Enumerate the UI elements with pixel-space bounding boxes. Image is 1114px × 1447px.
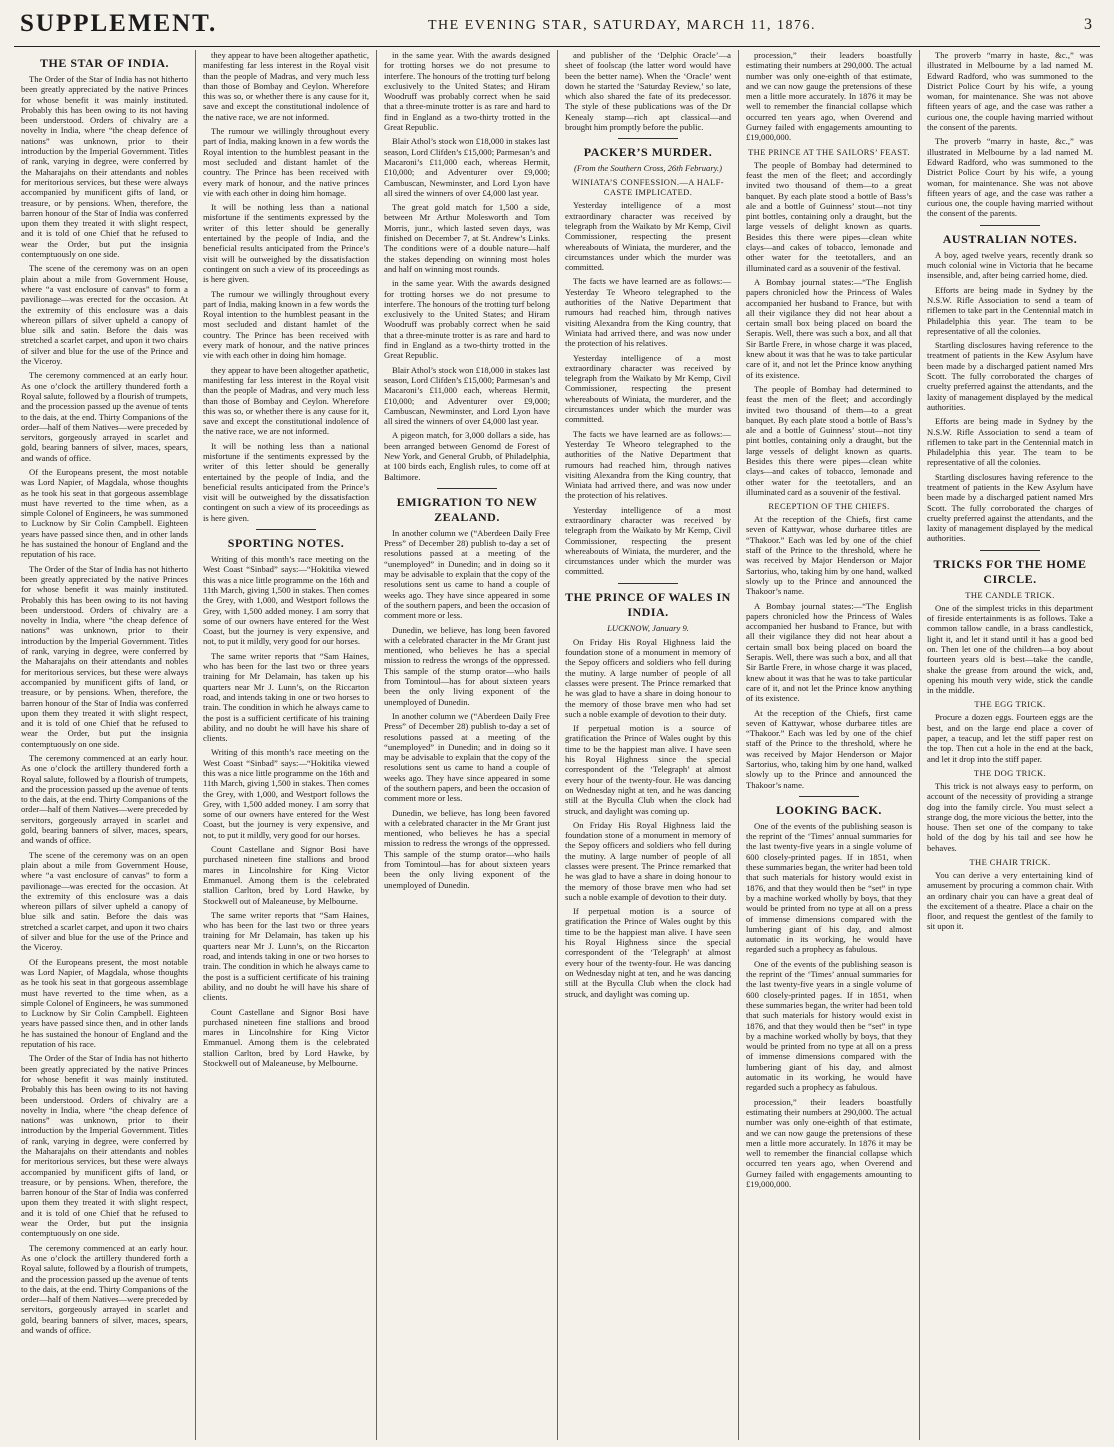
section-divider — [618, 583, 678, 584]
paragraph: The Order of the Star of India has not hitherto been greatly appreciated by the native Princes for whose benefit it was mainly instituted. Probably this has been owing to its not having been understood. Orders of chivalry are a novelty in India, where “the cheap defence of nations” was unknown, prior to their introduction by the Imperial Government. Titles of rank, varying in degree, were conferred by the Maharajahs on their attendants and nobles for meritorious services, but these were always accompanied by munificent gifts of land, or treasure, or by pensions. When, therefore, the barren honour of the Star of India was conferred upon them they treated it with slight respect, and it is told of one Chief that he refused to wear the Order, but put the insignia contemptuously on one side. — [21, 563, 188, 749]
paragraph: The ceremony commenced at an early hour. As one o’clock the artillery thundered forth a Royal salute, followed by a flourish of trumpets, and the procession passed up the avenue of tents to the dais, at the end. Thirty Companions of the order—half of them Natives—were preceded by servitors, gorgeously arrayed in scarlet and gold, bearing banners of silver, maces, spears, and wands of office. — [21, 753, 188, 846]
paragraph: The proverb “marry in haste, &c.,” was illustrated in Melbourne by a lad named M. Edward Radford, who was summoned to the District Police Court by his wife, a young woman, for maintenance. She was not above fifteen years of age, and the case was rather a curious one, the couple having married without the consent of the parents. — [927, 50, 1093, 133]
masthead — [14, 6, 1100, 47]
paragraph: The people of Bombay had determined to feast the men of the fleet; and accordingly invited two thousand of them—to a great banquet. By each plate stood a bottle of Bass’s ale and a bottle of Guinness’ stout—not tiny pint bottles, containing only a draught, but the large vessels of delight known as quarts. Besides this there were pipes—clean white clays—and cakes of tobacco, lemonade and other water for the teetotallers, and an illuminated card as a souvenir of the festival. — [746, 383, 912, 497]
paragraph: The Order of the Star of India has not hitherto been greatly appreciated by the native Princes for whose benefit it was mainly instituted. Probably this has been owing to its not having been understood. Orders of chivalry are a novelty in India, where “the cheap defence of nations” was unknown, prior to their introduction by the Imperial Government. Titles of rank, varying in degree, were conferred by the Maharajahs on their attendants and nobles for meritorious services, but these were always accompanied by munificent gifts of land, or treasure, or by pensions. When, therefore, the barren honour of the Star of India was conferred upon them they treated it with slight respect, and it is told of one Chief that he refused to wear the Order, but put the insignia contemptuously on one side. — [21, 74, 188, 260]
article-title-prince-of-wales: THE PRINCE OF WALES IN INDIA. — [565, 589, 731, 619]
paragraph: Dunedin, we believe, has long been favored with a celebrated character in the Mr Grant just mentioned, who believes he has a special mission to redress the wrongs of the oppressed. This sample of the stump orator—who hails from Tomintoul—has for about sixteen years been the only living exponent of the unemployed of Dunedin. — [384, 624, 550, 707]
paragraph: Blair Athol’s stock won £18,000 in stakes last season, Lord Clifden’s £15,000; Parmesan’s and Macaroni’s £11,000 each, whereas Hermit, £10,000; and Adventurer over £9,000; Cambuscan, Newminster, and Lord Lyon have all sired the winners of over £4,000 last year. — [384, 364, 550, 427]
article-title-star-of-india: THE STAR OF INDIA. — [39, 56, 170, 70]
paragraph: Count Castellane and Signor Bosi have purchased nineteen fine stallions and brood mares in Lincolnshire for King Victor Emmanuel. Among them is the celebrated stallion Carlton, bred by Lord Hawke, by Stockwell out of Maleaneuse, by Melbourne. — [203, 844, 369, 906]
paragraph: A boy, aged twelve years, recently drank so much colonial wine in Victoria that he became insensible, and, after being carried home, died. — [927, 249, 1093, 281]
article-title-tricks: TRICKS FOR THE HOME CIRCLE. — [933, 556, 1087, 586]
paragraph: The same writer reports that “Sam Haines, who has been for the last two or three years training for Mr Delamain, has taken up his quarters near Mr J. Lunn’s, on the Riccarton road, and intends taking in one or two horses to train. The condition in which he always came to the post is a sufficient certificate of his training ability, and no doubt he will have his share of clients. — [203, 909, 369, 1003]
paragraph: Writing of this month’s race meeting on the West Coast “Sinbad” says:—“Hokitika viewed this was a nice little programme on the 16th and 11th March, giving 1,500 in stakes. Then comes the Grey, with 1,000, and Westport follows the Grey, with 1,500 added money. I am sorry that some of our owners have entered for the West Coast, but the journey is very expensive, and not, to put it mildly, very good for our horses. — [203, 747, 369, 840]
paragraph: It will be nothing less than a national misfortune if the sentiments expressed by the writer of this letter should be generally entertained by the people of India, and the beneficial results anticipated from the Prince’s visit will be outweighed by the dissatisfaction contingent on such a view of its proceedings as is here given. — [203, 202, 369, 285]
paragraph: One of the simplest tricks in this department of fireside entertainments is as follows. Take a common tallow candle, in a brass candlestick, light it, and let it stand until it has a good bed on. Then let one of the children—a boy about fourteen years old is best—take the candle, shake the grease from around the wick, and, opening his mouth very wide, stick the candle in the middle. — [927, 602, 1093, 696]
paragraph: It will be nothing less than a national misfortune if the sentiments expressed by the writer of this letter should be generally entertained by the people of India, and the beneficial results anticipated from the Prince’s visit will be outweighed by the dissatisfaction contingent on such a view of its proceedings as is here given. — [203, 440, 369, 523]
paragraph: Writing of this month’s race meeting on the West Coast “Sinbad” says:—“Hokitika viewed this was a nice little programme on the 16th and 11th March, giving 1,500 in stakes. Then comes the Grey, with 1,000, and Westport follows the Grey, with 1,500 added money. I am sorry that some of our owners have entered for the West Coast, but the journey is very expensive, and not, to put it mildly, very good for our horses. — [203, 554, 369, 647]
paragraph: The proverb “marry in haste, &c.,” was illustrated in Melbourne by a lad named M. Edward Radford, who was summoned to the District Police Court by his wife, a young woman, for maintenance. She was not above fifteen years of age, and the case was rather a curious one, the couple having married without the consent of the parents. — [927, 136, 1093, 219]
article-source: (From the Southern Cross, 26th February.) — [573, 163, 723, 174]
paragraph: On Friday His Royal Highness laid the foundation stone of a monument in memory of the Sepoy officers and soldiers who fell during the mutiny. A large number of people of all classes were present. The Prince remarked that he was glad to have a share in doing honour to the memory of those brave men who had set such a noble example of devotion to their duty. — [565, 819, 731, 902]
paragraph: At the reception of the Chiefs, first came seven of Kattywar, whose durbaree titles are “Thakoor.” Each was led by one of the chief staff of the Prince to the threshold, where he was received by Major Henderson or Major Sartorius, who, taking him by one hand, walked slowly up to the Prince and announced the Thakoor’s name. — [746, 514, 912, 597]
paragraph: Efforts are being made in Sydney by the N.S.W. Rifle Association to send a team of riflemen to take part in the Centennial match in Philadelphia this year. The team to be representative of all the colonies. — [927, 284, 1093, 336]
article-subhead: THE DOG TRICK. — [973, 767, 1047, 778]
page-number: 3 — [1084, 16, 1092, 33]
paragraph: A Bombay journal states:—“The English papers chronicled how the Princess of Wales accompanied her husband to France, but with all their vigilance they did not hear about a certain small box being placed on board the Serapis. Well, there was such a box, and all that Sir Bartle Frere, in whose charge it was placed, knew about it was that he was to take particular care of it, and not let the Prince know anything of its existence. — [746, 276, 912, 380]
column-3 — [376, 50, 557, 1440]
article-title-looking-back: LOOKING BACK. — [776, 802, 882, 817]
paragraph: In another column we (“Aberdeen Daily Free Press” of December 28) publish to-day a set of resolutions passed at a meeting of the “unemployed” in Dunedin; and in doing so it may be advisable to explain that the copy of the resolutions sent us came to hand a couple of weeks ago. They have since appeared in some of the southern papers, and been the occasion of comment more or less. — [384, 710, 550, 804]
paragraph: The great gold match for 1,500 a side, between Mr Arthur Molesworth and Tom Morris, junr., which lasted seven days, was finished on December 7, at St. Andrew’s Links. The conditions were of a double nature—half the stakes depending on winning most holes and half on winning most rounds. — [384, 202, 550, 274]
section-divider — [437, 488, 497, 489]
paragraph: A Bombay journal states:—“The English papers chronicled how the Princess of Wales accompanied her husband to France, but with all their vigilance they did not hear about a certain small box being placed on board the Serapis. Well, there was such a box, and all that Sir Bartle Frere, in whose charge it was placed, knew about it was that he was to take particular care of it, and not let the Prince know anything of its existence. — [746, 600, 912, 704]
section-divider — [799, 796, 859, 797]
paragraph: Dunedin, we believe, has long been favored with a celebrated character in the Mr Grant just mentioned, who believes he has a special mission to redress the wrongs of the oppressed. This sample of the stump orator—who hails from Tomintoul—has for about sixteen years been the only living exponent of the unemployed of Dunedin. — [384, 807, 550, 890]
paragraph: You can derive a very entertaining kind of amusement by procuring a common chair. With an ordinary chair you can have a great deal of the excitement of a theatre. Place a chair on the floor, and request the gentlest of the family to sit upon it. — [927, 870, 1093, 932]
section-divider — [618, 138, 678, 139]
column-1 — [14, 50, 195, 1440]
column-6 — [919, 50, 1100, 1440]
section-divider — [256, 529, 316, 530]
paragraph: If perpetual motion is a source of gratification the Prince of Wales ought by this time to be the happiest man alive. I have seen his Royal Highness since the special correspondent of the ‘Telegraph’ at almost every hour of the twenty-four. He was dancing on Wednesday night at ten, and he was dancing still at the Byculla Club when the clock had struck, and daylight was coming up. — [565, 723, 731, 816]
column-5 — [738, 50, 919, 1440]
paragraph: If perpetual motion is a source of gratification the Prince of Wales ought by this time to be the happiest man alive. I have seen his Royal Highness since the special correspondent of the ‘Telegraph’ at almost every hour of the twenty-four. He was dancing on Wednesday night at ten, and he was dancing still at the Byculla Club when the clock had struck, and daylight was coming up. — [565, 906, 731, 999]
paragraph: The ceremony commenced at an early hour. As one o’clock the artillery thundered forth a Royal salute, followed by a flourish of trumpets, and the procession passed up the avenue of tents to the dais, at the end. Thirty Companions of the order—half of them Natives—were preceded by servitors, gorgeously arrayed in scarlet and gold, bearing banners of silver, maces, spears, and wands of office. — [21, 1242, 188, 1336]
article-subhead: THE PRINCE AT THE SAILORS’ FEAST. — [748, 146, 910, 157]
paragraph: Of the Europeans present, the most notable was Lord Napier, of Magdala, whose thoughts as he took his seat in that gorgeous assemblage must have reverted to the time when, as a simple Colonel of Engineers, he was summoned to Lucknow by Sir Colin Campbell. Eighteen years have passed since then, and in other lands he has sustained the honour of England and the reputation of his race. — [21, 466, 188, 560]
paragraph: they appear to have been altogether apathetic, manifesting far less interest in the Royal visit than the people of Madras, and very much less than those of Bombay and Ceylon. Wherefore this was so, or whether there is any cause for it, save and except the constitutional indolence of the native race, we are not informed. — [203, 50, 369, 122]
paragraph: The people of Bombay had determined to feast the men of the fleet; and accordingly invited two thousand of them—to a great banquet. By each plate stood a bottle of Bass’s ale and a bottle of Guinness’ stout—not tiny pint bottles, containing only a draught, but the large vessels of delight known as quarts. Besides this there were pipes—clean white clays—and cakes of tobacco, lemonade and other water for the teetotallers, and an illuminated card as a souvenir of the festival. — [746, 159, 912, 273]
paragraph: The facts we have learned are as follows:—Yesterday Te Wheoro telegraphed to the authorities of the Native Department that rumours had reached him, through natives visiting Alexandra from the King country, that Winiata had arrived there, and was now under the protection of his relatives. — [565, 428, 731, 501]
paragraph: Yesterday intelligence of a most extraordinary character was received by telegraph from the Waikato by Mr Kemp, Civil Commissioner, respecting the present whereabouts of Winiata, the murderer, and the circumstances under which the murder was committed. — [565, 200, 731, 273]
paragraph: Yesterday intelligence of a most extraordinary character was received by telegraph from the Waikato by Mr Kemp, Civil Commissioner, respecting the present whereabouts of Winiata, the murderer, and the circumstances under which the murder was committed. — [565, 352, 731, 425]
paragraph: Count Castellane and Signor Bosi have purchased nineteen fine stallions and brood mares in Lincolnshire for King Victor Emmanuel. Among them is the celebrated stallion Carlton, bred by Lord Hawke, by Stockwell out of Maleaneuse, by Melbourne. — [203, 1006, 369, 1069]
section-divider — [980, 550, 1040, 551]
paragraph: One of the events of the publishing season is the reprint of the ‘Times’ annual summaries for the last twenty-five years in a single volume of 600 closely-printed pages. If in 1851, when these summaries began, the writer had been told that such materials for history would exist in 1876, and that they would then be “set” in type by a machine worked wholly by boys, that they would be printed from no type at all on a press of immense dimensions compared with the lumbering giant of his day, and almost automatic in its working, he would have regarded such a prophecy as fabulous. — [746, 820, 912, 955]
paragraph: they appear to have been altogether apathetic, manifesting far less interest in the Royal visit than the people of Madras, and very much less than those of Bombay and Ceylon. Wherefore this was so, or whether there is any cause for it, save and except the constitutional indolence of the native race, we are not informed. — [203, 364, 369, 437]
section-divider — [980, 225, 1040, 226]
paragraph: The ceremony commenced at an early hour. As one o’clock the artillery thundered forth a Royal salute, followed by a flourish of trumpets, and the procession passed up the avenue of tents to the dais, at the end. Thirty Companions of the order—half of them Natives—were preceded by servitors, gorgeously arrayed in scarlet and gold, bearing banners of silver, maces, spears, and wands of office. — [21, 370, 188, 463]
article-dateline: LUCKNOW, January 9. — [607, 622, 689, 633]
paragraph: One of the events of the publishing season is the reprint of the ‘Times’ annual summaries for the last twenty-five years in a single volume of 600 closely-printed pages. If in 1851, when these summaries began, the writer had been told that such materials for history would exist in 1876, and that they would then be “set” in type by a machine worked wholly by boys, that they would be printed from no type at all on a press of immense dimensions compared with the lumbering giant of his day, and almost automatic in its working, he would have regarded such a prophecy as fabulous. — [746, 958, 912, 1093]
paragraph: Of the Europeans present, the most notable was Lord Napier, of Magdala, whose thoughts as he took his seat in that gorgeous assemblage must have reverted to the time when, as a simple Colonel of Engineers, he was summoned to Lucknow by Sir Colin Campbell. Eighteen years have passed since then, and in other lands he has sustained the honour of England and the reputation of his race. — [21, 956, 188, 1050]
article-title-packers-murder: PACKER’S MURDER. — [583, 145, 713, 160]
paragraph: in the same year. With the awards designed for trotting horses we do not presume to interfere. The honours of the trotting turf belong exclusively to the United States; and Hiram Woodruff was probably correct when he said that a three-minute trotter is as rare and hard to find in England as a two-thirty trotted in the Great Republic. — [384, 50, 550, 133]
paragraph: At the reception of the Chiefs, first came seven of Kattywar, whose durbaree titles are “Thakoor.” Each was led by one of the chief staff of the Prince to the threshold, where he was received by Major Henderson or Major Sartorius, who, taking him by one hand, walked slowly up to the Prince and announced the Thakoor’s name. — [746, 707, 912, 790]
article-subhead: THE CANDLE TRICK. — [965, 589, 1055, 600]
column-2 — [195, 50, 376, 1440]
supplement-label: SUPPLEMENT. — [20, 10, 218, 37]
article-title-emigration: EMIGRATION TO NEW ZEALAND. — [396, 494, 538, 524]
newspaper-columns — [14, 50, 1100, 1440]
paragraph: Yesterday intelligence of a most extraordinary character was received by telegraph from the Waikato by Mr Kemp, Civil Commissioner, respecting the present whereabouts of Winiata, the murderer, and the circumstances under which the murder was committed. — [565, 504, 731, 577]
paragraph: On Friday His Royal Highness laid the foundation stone of a monument in memory of the Sepoy officers and soldiers who fell during the mutiny. A large number of people of all classes were present. The Prince remarked that he was glad to have a share in doing honour to the memory of those brave men who had set such a noble example of devotion to their duty. — [565, 636, 731, 719]
paragraph: The facts we have learned are as follows:—Yesterday Te Wheoro telegraphed to the authorities of the Native Department that rumours had reached him, through natives visiting Alexandra from the King country, that Winiata had arrived there, and was now under the protection of his relatives. — [565, 276, 731, 349]
paragraph: The rumour we willingly throughout every part of India, making known in a few words the Royal intention to the humblest peasant in the most secluded and distant hamlet of the country. The Prince has been received with every mark of honour, and the native princes vie with each other in doing him homage. — [203, 126, 369, 198]
column-4 — [557, 50, 738, 1440]
paragraph: Efforts are being made in Sydney by the N.S.W. Rifle Association to send a team of riflemen to take part in the Centennial match in Philadelphia this year. The team to be representative of all the colonies. — [927, 416, 1093, 468]
paragraph: procession,” their leaders boastfully estimating their numbers at 290,000. The actual number was only one-eighth of that estimate, and we can now gauge the pretensions of these men a little more accurately. In 1876 it may be well to remember the financial collapse which occurred ten years ago, when Overend and Gurney failed with engagements amounting to £19,000,000. — [746, 1096, 912, 1189]
article-title-australian-notes: AUSTRALIAN NOTES. — [942, 231, 1078, 246]
paragraph: A pigeon match, for 3,000 dollars a side, has been arranged between Genomd de Forest of New York, and General Grubb, of Philadelphia, at 100 birds each, English rules, to come off at Baltimore. — [384, 430, 550, 482]
paragraph: Startling disclosures having reference to the treatment of patients in the Kew Asylum have been made by a discharged patient named Mrs Scott. The fully corroborated the charges of cruelty preferred against the attendants, and the laxity of management displayed by the medical authorities. — [927, 340, 1093, 412]
paragraph: Procure a dozen eggs. Fourteen eggs are the best, and on the large end place a cover of paper, a teacup, and let the stiff paper rest on the top. Then cut a hole in the end at the back, and let it drop into the stiff paper. — [927, 712, 1093, 764]
paragraph: procession,” their leaders boastfully estimating their numbers at 290,000. The actual number was only one-eighth of that estimate, and we can now gauge the pretensions of these men a little more accurately. In 1876 it may be well to remember the financial collapse which occurred ten years ago, when Overend and Gurney failed with engagements amounting to £19,000,000. — [746, 50, 912, 143]
paragraph: This trick is not always easy to perform, on account of the necessity of providing a strange dog into the family circle. You must select a strange dog, the more vicious the better, into the house. Then set one of the company to take hold of the dog by his tail and see how he behaves. — [927, 780, 1093, 853]
article-subhead: THE EGG TRICK. — [974, 699, 1046, 710]
paragraph: Startling disclosures having reference to the treatment of patients in the Kew Asylum have been made by a discharged patient named Mrs Scott. The fully corroborated the charges of cruelty preferred against the attendants, and the laxity of management displayed by the medical authorities. — [927, 471, 1093, 544]
newspaper-dateline: THE EVENING STAR, SATURDAY, MARCH 11, 1876. — [428, 18, 816, 33]
paragraph: The same writer reports that “Sam Haines, who has been for the last two or three years training for Mr Delamain, has taken up his quarters near Mr J. Lunn’s, on the Riccarton road, and intends taking in one or two horses to train. The condition in which he always came to the post is a sufficient certificate of his training ability, and no doubt he will have his share of clients. — [203, 650, 369, 744]
article-subhead: RECEPTION OF THE CHIEFS. — [768, 501, 890, 512]
paragraph: The scene of the ceremony was on an open plain about a mile from Government House, where “a vast enclosure of canvas” to form a pavilionage—was erected for the occasion. At the extremity of this enclosure was a dais whereon pillars of silver upheld a canopy of blue silk and satin. Before the dais was stretched a scarlet carpet, and upon it two chairs of silver and blue for the use of the Prince and the Viceroy. — [21, 849, 188, 953]
article-subhead: THE CHAIR TRICK. — [969, 857, 1051, 867]
paragraph: Blair Athol’s stock won £18,000 in stakes last season, Lord Clifden’s £15,000; Parmesan’s and Macaroni’s £11,000 each, whereas Hermit, £10,000; and Adventurer over £9,000; Cambuscan, Newminster, and Lord Lyon have all sired the winners of over £4,000 last year. — [384, 136, 550, 198]
article-title-sporting-notes: SPORTING NOTES. — [227, 536, 345, 551]
paragraph: The Order of the Star of India has not hitherto been greatly appreciated by the native Princes for whose benefit it was mainly instituted. Probably this has been owing to its not having been understood. Orders of chivalry are a novelty in India, where “the cheap defence of nations” was unknown, prior to their introduction by the Imperial Government. Titles of rank, varying in degree, were conferred by the Maharajahs on their attendants and nobles for meritorious services, but these were always accompanied by munificent gifts of land, or treasure, or by pensions. When, therefore, the barren honour of the Star of India was conferred upon them they treated it with slight respect, and it is told of one Chief that he refused to wear the Order, but put the insignia contemptuously on one side. — [21, 1053, 188, 1239]
paragraph: The scene of the ceremony was on an open plain about a mile from Government House, where “a vast enclosure of canvas” to form a pavilionage—was erected for the occasion. At the extremity of this enclosure was a dais whereon pillars of silver upheld a canopy of blue silk and satin. Before the dais was stretched a scarlet carpet, and upon it two chairs of silver and blue for the use of the Prince and the Viceroy. — [21, 263, 188, 367]
article-subhead: WINIATA’S CONFESSION.—A HALF-CASTE IMPLICATED. — [572, 177, 724, 198]
paragraph: In another column we (“Aberdeen Daily Free Press” of December 28) publish to-day a set of resolutions passed at a meeting of the “unemployed” in Dunedin; and in doing so it may be advisable to explain that the copy of the resolutions sent us came to hand a couple of weeks ago. They have since appeared in some of the southern papers, and been the occasion of comment more or less. — [384, 527, 550, 621]
paragraph: in the same year. With the awards designed for trotting horses we do not presume to interfere. The honours of the trotting turf belong exclusively to the United States; and Hiram Woodruff was probably correct when he said that a three-minute trotter is as rare and hard to find in England as a two-thirty trotted in the Great Republic. — [384, 278, 550, 361]
paragraph: and publisher of the ‘Delphic Oracle’—a sheet of foolscap (the latter word would have been the better name). When the ‘Oracle’ went down he started the ‘Saturday Review,’ so late, which also shared the fate of its predecessor. The style of these publications was of the Dr Kenealy stamp—rich apt classical—and brought him promptly before the public. — [565, 50, 731, 133]
paragraph: The rumour we willingly throughout every part of India, making known in a few words the Royal intention to the humblest peasant in the most secluded and distant hamlet of the country. The Prince has been received with every mark of honour, and the native princes vie with each other in doing him homage. — [203, 288, 369, 361]
